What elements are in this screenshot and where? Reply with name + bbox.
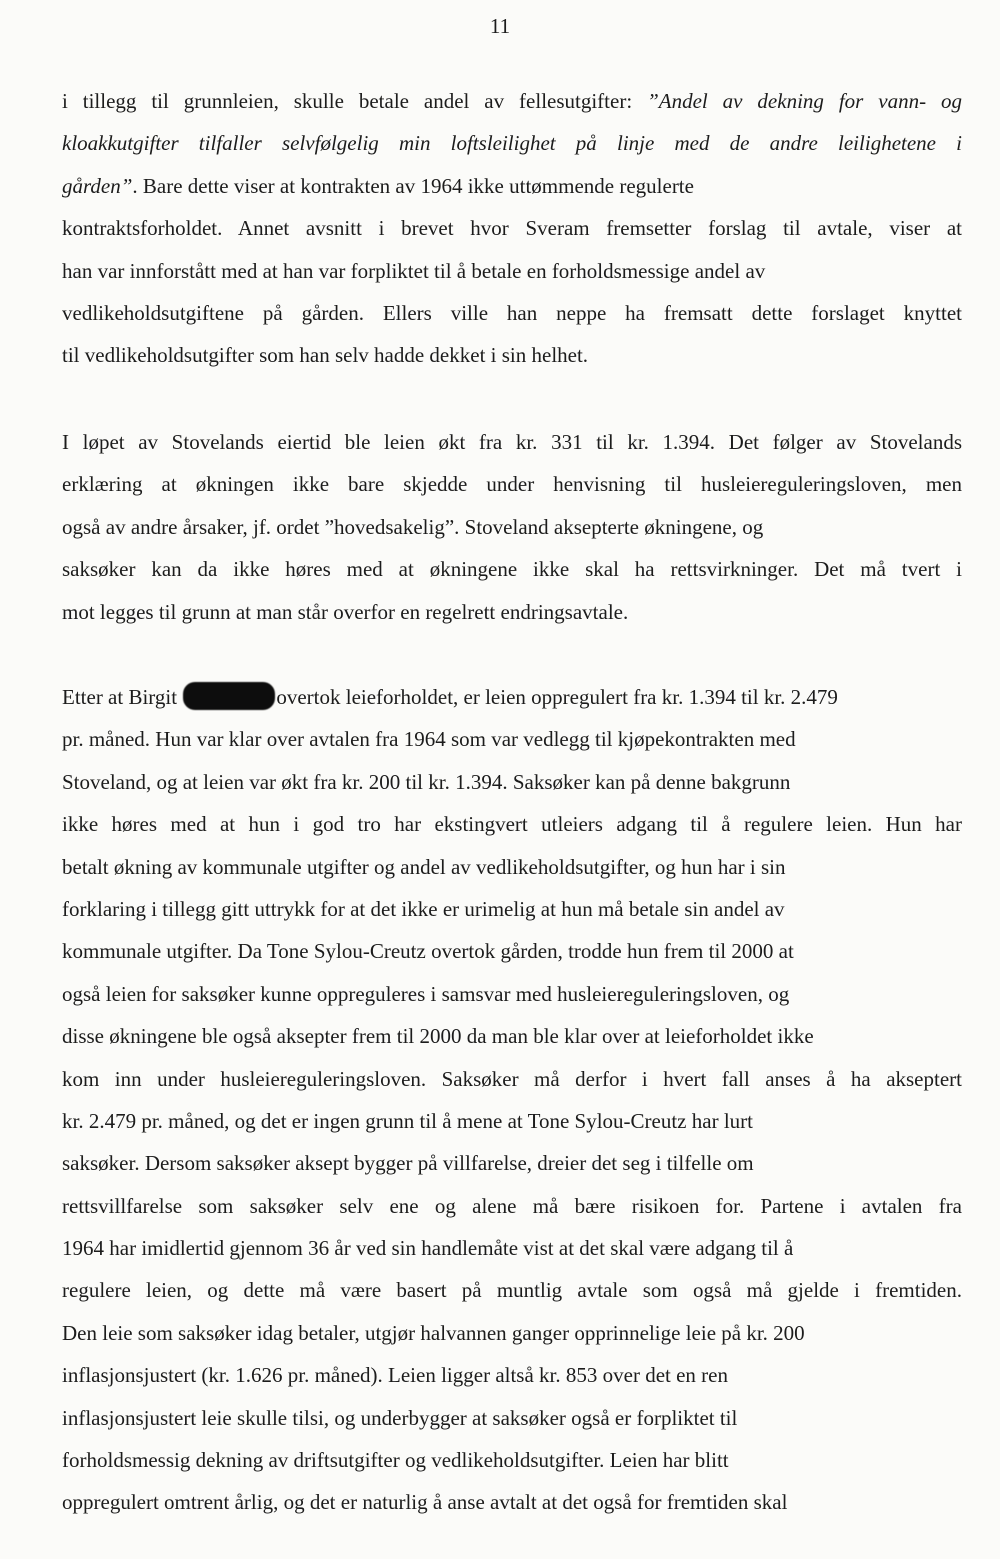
text-line: saksøker. Dersom saksøker aksept bygger på villfarelse, dreier det seg i tilfelle om: [62, 1151, 754, 1176]
text-line: også av andre årsaker, jf. ordet ”hovedsakelig”. Stoveland aksepterte økningene, og: [62, 514, 764, 539]
paragraph-1: [62, 80, 962, 377]
text-line: Etter at Birgit overtok leieforholdet, er leien oppregulert fra kr. 1.394 til kr. 2.479: [62, 676, 962, 718]
text-line: regulere leien, og dette må være basert på muntlig avtale som også må gjelde i fremtiden.: [62, 1278, 962, 1303]
text-line: forklaring i tillegg gitt uttrykk for at det ikke er urimelig at hun må betale sin andel av: [62, 896, 785, 921]
text-line: i tillegg til grunnleien, skulle betale andel av fellesutgifter: ”Andel av dekning for vann- og: [62, 89, 962, 113]
text-line: kontraktsforholdet. Annet avsnitt i brevet hvor Sveram fremsetter forslag til avtale, viser at: [62, 216, 962, 241]
text-line: han var innforstått med at han var forpliktet til å betale en forholdsmessige andel av: [62, 258, 766, 283]
text-line: kom inn under husleiereguleringsloven. Saksøker må derfor i hvert fall anses å ha akseptert: [62, 1066, 962, 1091]
text-line: ikke høres med at hun i god tro har ekstingvert utleiers adgang til å regulere leien. Hun har: [62, 812, 962, 837]
text-line: saksøker kan da ikke høres med at økningene ikke skal ha rettsvirkninger. Det må tvert i: [62, 557, 962, 582]
paragraph-2: [62, 421, 962, 633]
text-line: Stoveland, og at leien var økt fra kr. 200 til kr. 1.394. Saksøker kan på denne bakgrunn: [62, 769, 791, 794]
text-line: til vedlikeholdsutgifter som han selv hadde dekket i sin helhet.: [62, 343, 589, 368]
text-line: I løpet av Stovelands eiertid ble leien økt fra kr. 331 til kr. 1.394. Det følger av Stovelands: [62, 430, 962, 454]
page-number: 11: [489, 14, 511, 38]
text-line: kr. 2.479 pr. måned, og det er ingen grunn til å mene at Tone Sylou-Creutz har lurt: [62, 1108, 753, 1133]
text-line: erklæring at økningen ikke bare skjedde under henvisning til husleiereguleringsloven, men: [62, 472, 962, 497]
paragraph-3: [62, 676, 962, 1524]
text-line: betalt økning av kommunale utgifter og andel av vedlikeholdsutgifter, og hun har i sin: [62, 854, 786, 879]
text-line: pr. måned. Hun var klar over avtalen fra 1964 som var vedlegg til kjøpekontrakten med: [62, 727, 796, 752]
text-line: inflasjonsjustert leie skulle tilsi, og underbygger at saksøker også er forpliktet til: [62, 1405, 738, 1430]
redaction-mark: [183, 682, 275, 710]
text-line: gården”. Bare dette viser at kontrakten av 1964 ikke uttømmende regulerte: [62, 173, 694, 198]
text-line: inflasjonsjustert (kr. 1.626 pr. måned). Leien ligger altså kr. 853 over det en ren: [62, 1363, 728, 1388]
text-line: kommunale utgifter. Da Tone Sylou-Creutz overtok gården, trodde hun frem til 2000 at: [62, 939, 794, 964]
text-line: Den leie som saksøker idag betaler, utgjør halvannen ganger opprinnelige leie på kr. 200: [62, 1320, 805, 1345]
text-line: mot legges til grunn at man står overfor en regelrett endringsavtale.: [62, 599, 629, 624]
text-line: oppregulert omtrent årlig, og det er naturlig å anse avtalt at det også for fremtiden skal: [62, 1490, 788, 1515]
text-line: også leien for saksøker kunne oppreguleres i samsvar med husleiereguleringsloven, og: [62, 981, 790, 1006]
text-line: vedlikeholdsutgiftene på gården. Ellers ville han neppe ha fremsatt dette forslaget knyttet: [62, 300, 962, 325]
text-line: rettsvillfarelse som saksøker selv ene og alene må bære risikoen for. Partene i avtalen fra: [62, 1193, 962, 1218]
text-line: forholdsmessig dekning av driftsutgifter og vedlikeholdsutgifter. Leien har blitt: [62, 1448, 729, 1473]
text-line: 1964 har imidlertid gjennom 36 år ved sin handlemåte vist at det skal være adgang til å: [62, 1236, 794, 1261]
text-line: kloakkutgifter tilfaller selvfølgelig min loftsleilighet på linje med de andre leilighetene i: [62, 131, 962, 156]
text-line: disse økningene ble også aksepter frem til 2000 da man ble klar over at leieforholdet ikke: [62, 1024, 814, 1049]
